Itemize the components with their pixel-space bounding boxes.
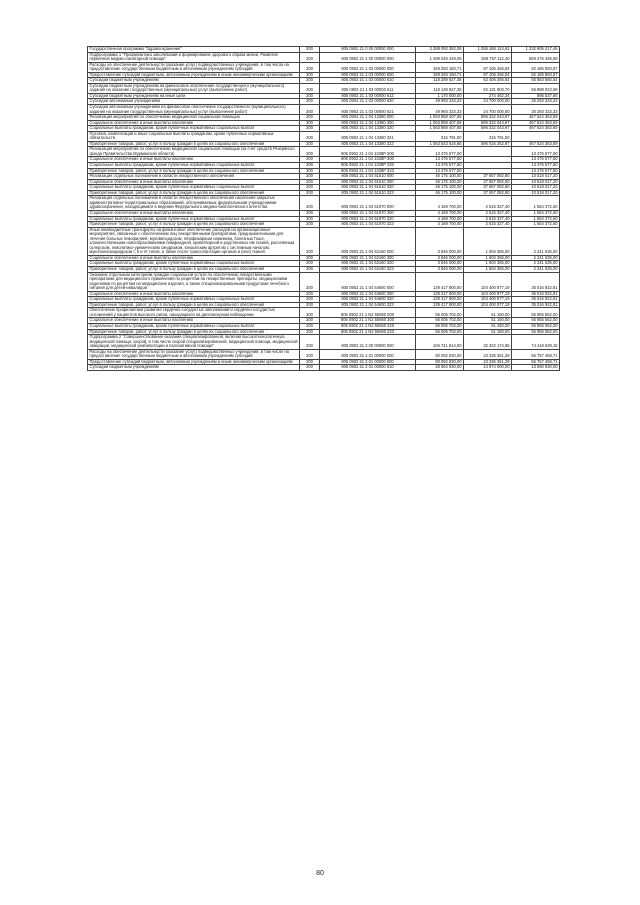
row-admin-code-cell: 200 (300, 210, 320, 216)
table-row (88, 272, 560, 291)
row-budget-code-cell: 805 0902 21 1 04 13380 000 (320, 115, 416, 121)
row-amount-approved-cell: 1 489 048 449,08 (416, 52, 464, 62)
row-amount-remaining-cell: 1 332 905 217,46 (512, 47, 560, 53)
row-amount-remaining-cell: 1 554 372,60 (512, 222, 560, 228)
page-number: 80 (316, 870, 324, 877)
row-admin-code-cell: 200 (300, 174, 320, 180)
row-amount-approved-cell: 46 175 100,00 (416, 179, 464, 185)
row-amount-approved-cell: 139 417 800,00 (416, 302, 464, 308)
row-amount-approved-cell: 2 388 093 382,08 (416, 47, 464, 53)
row-name-cell: Пособия, компенсации и иные социальные выплаты гражданам, кроме публичных нормативных обязательств (88, 131, 300, 141)
row-admin-code-cell: 200 (300, 72, 320, 78)
row-amount-executed-cell: 1 604 365,00 (464, 255, 512, 261)
row-amount-approved-cell: 118 139 827,38 (416, 83, 464, 93)
row-amount-remaining-cell: 56 757 468,71 (512, 359, 560, 365)
row-amount-executed-cell: 37 657 082,80 (464, 190, 512, 196)
row-name-cell: Социальное обеспечение и иные выплаты населению (88, 318, 300, 324)
row-admin-code-cell: 200 (300, 78, 320, 84)
row-amount-remaining-cell: 55 955 552,00 (512, 329, 560, 335)
row-amount-approved-cell: 3 846 000,00 (416, 261, 464, 267)
row-amount-executed-cell: 51 150,00 (464, 329, 512, 335)
row-admin-code-cell: 200 (300, 349, 320, 359)
row-name-cell: Социальное обеспечение и иные выплаты населению (88, 157, 300, 163)
row-admin-code-cell: 200 (300, 131, 320, 141)
row-amount-remaining-cell: 13 476 577,50 (512, 168, 560, 174)
row-name-cell: Расходы на обеспечение деятельности (оказание услуг) подведомственных учреждений, в том числе на предоставление государственным бюджетным и автономным учреждениям субсидий (88, 62, 300, 72)
row-budget-code-cell: 805 0902 21 1 04 1338Р 323 (320, 168, 416, 174)
row-amount-executed-cell: 596 332 043,97 (464, 120, 512, 126)
row-budget-code-cell: 805 0902 21 1 04 13380 320 (320, 126, 416, 132)
row-name-cell: Реализация мероприятий по обеспечению медицинской социальной помощью (88, 115, 300, 121)
row-budget-code-cell: 805 0902 21 1 04 52160 300 (320, 255, 416, 261)
row-name-cell: Подпрограмма 2 "Совершенствование оказания специализированной, включая высокотехнологичную, медицинской помощи, скорой, в том числе скорой специализированной, медицинской помощи, медицинской эвакуации, медицинской реабилитации и паллиативной помощи" (89, 334, 298, 349)
row-amount-executed-cell: 37 657 082,80 (464, 179, 512, 185)
row-amount-approved-cell: 4 169 700,00 (416, 216, 464, 222)
row-admin-code-cell: 200 (300, 196, 320, 211)
row-budget-code-cell: 805 0902 21 1 04 13380 300 (320, 120, 416, 126)
budget-table-sheet (87, 46, 559, 371)
row-admin-code-cell: 200 (300, 365, 320, 371)
row-amount-remaining-cell: 82 186 893,87 (512, 62, 560, 72)
row-budget-code-cell: 805 0902 21 2 01 00000 600 (320, 359, 416, 365)
row-amount-approved-cell: 1 063 859 407,66 (416, 126, 464, 132)
row-amount-executed-cell: 2 615 327,40 (464, 210, 512, 216)
row-amount-executed-cell: 1 055 188 124,62 (464, 47, 512, 53)
row-amount-remaining-cell: 35 016 922,81 (512, 272, 560, 291)
row-amount-approved-cell: 3 846 000,00 (416, 227, 464, 255)
row-amount-remaining-cell: 55 883 560,54 (512, 78, 560, 84)
table-row (88, 105, 560, 115)
row-name-cell: Предоставление субсидий бюджетным, автономным учреждениям и иным некоммерческим организациям (88, 72, 300, 78)
row-admin-code-cell: 200 (300, 291, 320, 297)
row-admin-code-cell: 200 (300, 335, 320, 350)
table-row (88, 308, 560, 318)
row-admin-code-cell: 200 (300, 261, 320, 267)
budget-table-body (88, 47, 560, 371)
row-name-cell: Субсидии бюджетным учреждениям (88, 78, 300, 84)
row-amount-approved-cell: 56 005 702,00 (416, 329, 464, 335)
row-admin-code-cell: 200 (300, 147, 320, 157)
row-amount-executed-cell: 104 400 877,19 (464, 302, 512, 308)
row-name-cell: Социальные выплаты гражданам, кроме публичных нормативных социальных выплат (88, 261, 300, 267)
row-amount-approved-cell: 56 005 702,00 (416, 318, 464, 324)
row-amount-executed-cell: 1 604 365,00 (464, 266, 512, 272)
row-name-cell: Субсидии бюджетным учреждениям на иные цели (88, 93, 300, 99)
row-budget-code-cell: 805 0902 21 1 04 52160 320 (320, 261, 416, 267)
row-amount-remaining-cell: 13 476 577,50 (512, 147, 560, 157)
row-amount-executed-cell: 62 131 803,70 (464, 83, 512, 93)
row-budget-code-cell: 805 0902 21 1 00 00000 000 (320, 52, 416, 62)
row-admin-code-cell: 200 (300, 163, 320, 169)
row-admin-code-cell: 200 (300, 227, 320, 255)
row-name-cell: Реализация мероприятий по обеспечению медицинской социальной помощью (за счет средств Резервного фонда Правительства Мурманской области) (88, 147, 300, 157)
row-amount-remaining-cell: 82 186 893,87 (512, 72, 560, 78)
row-name-cell: Социальные выплаты гражданам, кроме публичных нормативных социальных выплат (88, 163, 300, 169)
row-admin-code-cell: 200 (300, 126, 320, 132)
row-budget-code-cell: 805 0902 21 1 04 54600 000 (320, 272, 416, 291)
budget-table (87, 46, 560, 371)
row-budget-code-cell: 805 0902 21 1 04 51610 320 (320, 185, 416, 191)
row-amount-executed-cell: 104 400 877,19 (464, 272, 512, 291)
row-amount-remaining-cell: 56 757 468,71 (512, 349, 560, 359)
row-name-cell: Приобретение товаров, работ, услуг в пользу граждан в целях их социального обеспечения (88, 302, 300, 308)
row-name-cell: Приобретение товаров, работ, услуг в пользу граждан в целях их социального обеспечения (88, 141, 300, 147)
row-name-cell: Социальное обеспечение и иные выплаты населению (88, 179, 300, 185)
row-name-cell: Приобретение товаров, работ, услуг в пользу граждан в целях их социального обеспечения (88, 222, 300, 228)
row-admin-code-cell: 200 (300, 179, 320, 185)
row-amount-executed-cell: 596 016 252,97 (464, 141, 512, 147)
row-amount-remaining-cell: 467 524 363,69 (512, 126, 560, 132)
row-amount-executed-cell: 24 700 000,00 (464, 105, 512, 115)
row-amount-remaining-cell: 13 476 577,50 (512, 163, 560, 169)
row-admin-code-cell: 200 (300, 83, 320, 93)
table-row (88, 62, 560, 72)
row-amount-remaining-cell: 13 690 930,00 (512, 365, 560, 371)
row-amount-remaining-cell: 467 524 363,69 (512, 141, 560, 147)
row-budget-code-cell: 805 0902 21 1 03 00000 620 (320, 99, 416, 105)
row-amount-approved-cell: 169 293 160,71 (416, 72, 464, 78)
row-amount-remaining-cell: 74 419 639,15 (512, 335, 560, 350)
row-budget-code-cell: 805 0902 21 1 N2 55860 323 (320, 329, 416, 335)
row-amount-approved-cell: 139 417 800,00 (416, 297, 464, 303)
row-name-cell: Предоставление субсидий бюджетным, автономным учреждениям и иным некоммерческим организациям (88, 359, 300, 365)
row-amount-approved-cell: 1 063 859 407,66 (416, 115, 464, 121)
row-budget-code-cell: 805 0902 21 1 04 54600 320 (320, 297, 416, 303)
row-admin-code-cell: 200 (300, 318, 320, 324)
row-name-cell: Государственная программа "Здравоохранение" (88, 47, 300, 53)
row-budget-code-cell: 805 0902 21 1 N2 55860 320 (320, 323, 416, 329)
row-admin-code-cell: 200 (300, 255, 320, 261)
row-amount-remaining-cell: 10 518 017,20 (512, 174, 560, 180)
row-admin-code-cell: 200 (300, 105, 320, 115)
row-budget-code-cell: 805 0902 21 1 04 1338Р 320 (320, 163, 416, 169)
table-row (88, 131, 560, 141)
row-name-cell: Субсидии автономным учреждениям (88, 99, 300, 105)
row-amount-approved-cell: 1 063 859 407,66 (416, 120, 464, 126)
row-admin-code-cell: 200 (300, 185, 320, 191)
row-amount-approved-cell: 169 293 160,71 (416, 62, 464, 72)
row-amount-executed-cell: 23 335 361,29 (464, 359, 512, 365)
row-amount-executed-cell: 37 657 082,80 (464, 174, 512, 180)
row-amount-remaining-cell: 10 518 017,20 (512, 185, 560, 191)
row-admin-code-cell: 200 (300, 47, 320, 53)
table-row (88, 335, 560, 350)
table-row (88, 196, 560, 211)
row-name-cell: Социальное обеспечение и иные выплаты населению (88, 120, 300, 126)
row-admin-code-cell: 200 (300, 62, 320, 72)
row-admin-code-cell: 200 (300, 157, 320, 163)
row-admin-code-cell: 200 (300, 190, 320, 196)
row-budget-code-cell: 805 0902 21 1 03 00000 000 (320, 62, 416, 72)
row-amount-executed-cell: 24 700 000,00 (464, 99, 512, 105)
row-amount-remaining-cell: 1 554 372,60 (512, 216, 560, 222)
row-amount-executed-cell: 104 400 877,19 (464, 291, 512, 297)
row-admin-code-cell: 200 (300, 329, 320, 335)
row-budget-code-cell: 805 0902 21 1 03 00000 621 (320, 105, 416, 115)
row-amount-remaining-cell: 25 293 333,33 (512, 105, 560, 115)
row-amount-executed-cell: 596 332 043,97 (464, 115, 512, 121)
row-admin-code-cell: 200 (300, 266, 320, 272)
row-budget-code-cell: 805 0902 21 1 04 52160 323 (320, 266, 416, 272)
row-budget-code-cell: 805 0902 21 1 04 1338Р 000 (320, 147, 416, 157)
row-budget-code-cell: 805 0902 21 2 01 00000 610 (320, 365, 416, 371)
row-admin-code-cell: 200 (300, 359, 320, 365)
row-admin-code-cell: 200 (300, 52, 320, 62)
row-amount-remaining-cell: 659 276 336,68 (512, 52, 560, 62)
row-amount-executed-cell: 51 150,00 (464, 323, 512, 329)
row-name-cell: Социальные выплаты гражданам, кроме публичных нормативных социальных выплат (88, 297, 300, 303)
table-row (88, 365, 560, 371)
row-amount-remaining-cell: 467 524 363,69 (512, 120, 560, 126)
row-name-cell: Приобретение товаров, работ, услуг в пользу граждан в целях их социального обеспечения (88, 266, 300, 272)
row-budget-code-cell: 805 0902 21 1 N2 55860 300 (320, 318, 416, 324)
row-budget-code-cell: 805 0902 21 1 04 51970 000 (320, 196, 416, 211)
row-budget-code-cell: 805 0902 21 1 04 51970 300 (320, 210, 416, 216)
row-amount-executed-cell: 2 615 327,40 (464, 196, 512, 211)
row-amount-executed-cell: 51 150,00 (464, 308, 512, 318)
row-amount-approved-cell: 49 993 333,33 (416, 99, 464, 105)
row-name-cell: Оказание отдельным категориям граждан социальной услуги по обеспечению лекарственными препаратами для медицинского применения по рецептам на лекарственные препараты, медицинскими изделиями по рецептам на медицинские изделия, а также специализированными продуктами лечебного питания для детей-инвалидов (88, 272, 300, 291)
row-amount-executed-cell: 104 400 877,19 (464, 297, 512, 303)
row-name-cell: Приобретение товаров, работ, услуг в пользу граждан в целях их социального обеспечения (88, 329, 300, 335)
row-name-cell: Приобретение товаров, работ, услуг в пользу граждан в целях их социального обеспечения (88, 190, 300, 196)
row-amount-approved-cell: 13 476 577,50 (416, 163, 464, 169)
row-amount-remaining-cell: 895 537,66 (512, 93, 560, 99)
row-amount-approved-cell: 4 169 700,00 (416, 196, 464, 211)
row-amount-remaining-cell: 55 955 552,00 (512, 308, 560, 318)
row-amount-remaining-cell: 2 241 635,00 (512, 227, 560, 255)
row-amount-executed-cell: 2 615 327,40 (464, 222, 512, 228)
row-budget-code-cell: 805 0902 21 1 04 54600 323 (320, 302, 416, 308)
row-amount-approved-cell: 46 175 100,00 (416, 185, 464, 191)
row-budget-code-cell: 805 0902 21 1 03 00000 610 (320, 78, 416, 84)
row-name-cell: Приобретение товаров, работ, услуг в пользу граждан в целях их социального обеспечения (88, 168, 300, 174)
row-amount-approved-cell: 28 664 930,00 (416, 365, 464, 371)
row-amount-executed-cell: 1 604 365,00 (464, 227, 512, 255)
row-amount-approved-cell: 13 476 577,50 (416, 168, 464, 174)
row-amount-executed-cell: 315 791,00 (464, 131, 512, 141)
row-amount-approved-cell: 80 092 830,00 (416, 349, 464, 359)
row-amount-approved-cell: 46 175 100,00 (416, 174, 464, 180)
row-admin-code-cell: 200 (300, 120, 320, 126)
row-name-cell: Субсидии автономным учреждениям на финансовое обеспечение государственного (муниципального) задания на оказание государственных (муниципальных) услуг (выполнение работ) (88, 105, 300, 115)
row-amount-remaining-cell: 1 554 372,60 (512, 196, 560, 211)
table-row (88, 147, 560, 157)
row-name-cell: Обеспечение профилактики развития сердечно-сосудистых заболеваний и сердечно-сосудистых осложнений у пациентов высокого риска, находящихся на диспансерном наблюдении (88, 308, 300, 318)
row-amount-approved-cell: 3 846 000,00 (416, 266, 464, 272)
row-amount-executed-cell: 87 106 266,84 (464, 62, 512, 72)
row-amount-approved-cell: 13 476 577,50 (416, 147, 464, 157)
row-admin-code-cell: 200 (300, 141, 320, 147)
row-name-cell: Реализация отдельных полномочий в области лекарственного обеспечения (88, 174, 300, 180)
row-budget-code-cell: 805 0902 21 1 04 51610 000 (320, 174, 416, 180)
row-amount-executed-cell: 62 406 266,84 (464, 78, 512, 84)
row-budget-code-cell: 805 0902 21 1 04 51610 323 (320, 190, 416, 196)
row-amount-approved-cell: 56 005 702,00 (416, 308, 464, 318)
row-admin-code-cell: 200 (300, 272, 320, 291)
table-row (88, 83, 560, 93)
row-amount-remaining-cell: 35 016 922,81 (512, 297, 560, 303)
row-amount-approved-cell: 13 476 577,50 (416, 157, 464, 163)
row-admin-code-cell: 200 (300, 297, 320, 303)
row-amount-remaining-cell: 35 016 922,81 (512, 291, 560, 297)
row-budget-code-cell: 805 0902 21 1 04 1338Р 300 (320, 157, 416, 163)
row-amount-remaining-cell: 1 554 372,60 (512, 210, 560, 216)
row-budget-code-cell: 805 0902 21 1 04 51970 320 (320, 216, 416, 222)
row-name-cell: Расходы на обеспечение деятельности (оказание услуг) подведомственных учреждений, в том числе на предоставление государственным бюджетным и автономным учреждениям субсидий (88, 349, 300, 359)
row-name-cell: Социальное обеспечение и иные выплаты населению (88, 210, 300, 216)
row-amount-executed-cell: 51 150,00 (464, 318, 512, 324)
row-admin-code-cell: 200 (300, 308, 320, 318)
row-amount-approved-cell: 4 169 700,00 (416, 210, 464, 216)
row-amount-remaining-cell: 25 293 333,33 (512, 99, 560, 105)
row-amount-remaining-cell: 467 524 363,69 (512, 115, 560, 121)
row-amount-remaining-cell: 55 998 023,68 (512, 83, 560, 93)
table-row (88, 227, 560, 255)
row-amount-remaining-cell: 55 955 552,00 (512, 323, 560, 329)
row-amount-approved-cell: 4 169 700,00 (416, 222, 464, 228)
row-name-cell: Иные межбюджетные трансферты на финансовое обеспечение расходов на организационные мероприятия, связанные с обеспечением лиц лекарственными препаратами, предназначенными для лечения больных гемофилией, муковисцидозом, гипофизарным нанизмом, болезнью Гоше, злокачественными новообразованиями лимфоидной, кроветворной и родственных им тканей, рассеянным склерозом, гемолитико-уремическим синдромом, юношеским артритом с системным началом, мукополисахаридозом I, II и VI типов, а также после трансплантации органов и (или) тканей (88, 227, 300, 255)
row-amount-approved-cell: 49 993 333,33 (416, 105, 464, 115)
row-amount-executed-cell: 37 657 082,80 (464, 185, 512, 191)
row-budget-code-cell: 805 0902 21 1 03 00000 611 (320, 83, 416, 93)
row-budget-code-cell: 805 0902 21 1 03 00000 600 (320, 72, 416, 78)
row-amount-approved-cell: 118 289 827,38 (416, 78, 464, 84)
row-budget-code-cell: 805 0902 21 0 00 00000 000 (320, 47, 416, 53)
row-admin-code-cell: 200 (300, 323, 320, 329)
row-amount-remaining-cell: 55 955 552,00 (512, 318, 560, 324)
row-name-cell: Социальные выплаты гражданам, кроме публичных нормативных социальных выплат (88, 323, 300, 329)
row-amount-remaining-cell: 2 241 635,00 (512, 266, 560, 272)
row-amount-remaining-cell: 10 518 017,20 (512, 190, 560, 196)
row-admin-code-cell: 200 (300, 93, 320, 99)
row-name-cell: Субсидии бюджетным учреждениям на финансовое обеспечение государственного (муниципального) задания на оказание государственных (муниципальных) услуг (выполнение работ) (88, 83, 300, 93)
row-name-cell: Социальные выплаты гражданам, кроме публичных нормативных социальных выплат (88, 185, 300, 191)
row-amount-executed-cell: 32 322 174,85 (464, 335, 512, 350)
row-name-cell: Социальные выплаты гражданам, кроме публичных нормативных социальных выплат (88, 216, 300, 222)
row-amount-remaining-cell: 13 476 577,50 (512, 157, 560, 163)
row-amount-approved-cell: 56 005 702,00 (416, 323, 464, 329)
row-amount-approved-cell: 139 417 800,00 (416, 291, 464, 297)
row-amount-approved-cell: 139 417 800,00 (416, 272, 464, 291)
row-admin-code-cell: 200 (300, 302, 320, 308)
row-budget-code-cell: 805 0902 21 1 04 51610 300 (320, 179, 416, 185)
row-name-cell: Социальное обеспечение и иные выплаты населению (88, 291, 300, 297)
row-budget-code-cell: 805 0902 21 1 N2 55860 000 (320, 308, 416, 318)
row-amount-executed-cell: 274 462,34 (464, 93, 512, 99)
row-amount-executed-cell: 23 335 361,29 (464, 349, 512, 359)
row-amount-approved-cell: 1 063 543 616,66 (416, 141, 464, 147)
row-admin-code-cell: 200 (300, 99, 320, 105)
row-admin-code-cell: 200 (300, 115, 320, 121)
row-admin-code-cell: 200 (300, 216, 320, 222)
row-amount-approved-cell: 315 791,00 (416, 131, 464, 141)
row-amount-executed-cell: 829 767 112,40 (464, 52, 512, 62)
row-budget-code-cell: 805 0902 21 1 04 13380 323 (320, 141, 416, 147)
row-budget-code-cell: 805 0902 21 1 03 00000 612 (320, 93, 416, 99)
row-budget-code-cell: 805 0902 21 1 04 52160 000 (320, 227, 416, 255)
row-budget-code-cell: 805 0902 21 1 04 54600 300 (320, 291, 416, 297)
row-amount-executed-cell: 2 615 327,40 (464, 216, 512, 222)
row-amount-approved-cell: 46 175 100,00 (416, 190, 464, 196)
row-amount-remaining-cell: 2 241 635,00 (512, 261, 560, 267)
row-amount-executed-cell (464, 147, 512, 157)
row-name-cell: Социальное обеспечение и иные выплаты населению (88, 255, 300, 261)
row-amount-remaining-cell (512, 131, 560, 141)
row-amount-approved-cell: 80 092 830,00 (416, 359, 464, 365)
row-budget-code-cell: 805 0902 21 2 01 00000 000 (320, 349, 416, 359)
row-name-cell: Подпрограмма 1 "Профилактика заболеваний и формирование здорового образа жизни. Развитие первичной медико-санитарной помощи" (88, 52, 300, 62)
row-admin-code-cell: 200 (300, 222, 320, 228)
row-budget-code-cell: 805 0902 21 2 00 00000 000 (320, 335, 416, 350)
row-amount-approved-cell: 3 846 000,00 (416, 255, 464, 261)
row-amount-executed-cell: 14 974 000,00 (464, 365, 512, 371)
row-amount-approved-cell: 106 741 814,00 (416, 335, 464, 350)
row-amount-remaining-cell: 10 518 017,20 (512, 179, 560, 185)
table-row (88, 52, 560, 62)
row-amount-approved-cell: 1 170 000,00 (416, 93, 464, 99)
row-amount-executed-cell: 1 604 365,00 (464, 261, 512, 267)
row-amount-remaining-cell: 35 016 922,81 (512, 302, 560, 308)
row-name-cell: Социальные выплаты гражданам, кроме публичных нормативных социальных выплат (88, 126, 300, 132)
row-budget-code-cell: 805 0902 21 1 04 51970 323 (320, 222, 416, 228)
row-amount-remaining-cell: 2 241 635,00 (512, 255, 560, 261)
row-admin-code-cell: 200 (300, 168, 320, 174)
row-budget-code-cell: 805 0902 21 1 04 13380 321 (320, 131, 416, 141)
row-amount-executed-cell: 596 332 043,97 (464, 126, 512, 132)
row-name-cell: Субсидии бюджетным учреждениям (88, 365, 300, 371)
row-name-cell: Реализация отдельных полномочий в области лекарственного обеспечения населения закрытых административно-территориальных образований, обслуживаемых федеральными учреждениями здравоохранения, находящимися в ведении Федерального медико-биологического агентства (88, 196, 300, 211)
row-amount-executed-cell: 87 106 266,84 (464, 72, 512, 78)
table-row (88, 349, 560, 359)
